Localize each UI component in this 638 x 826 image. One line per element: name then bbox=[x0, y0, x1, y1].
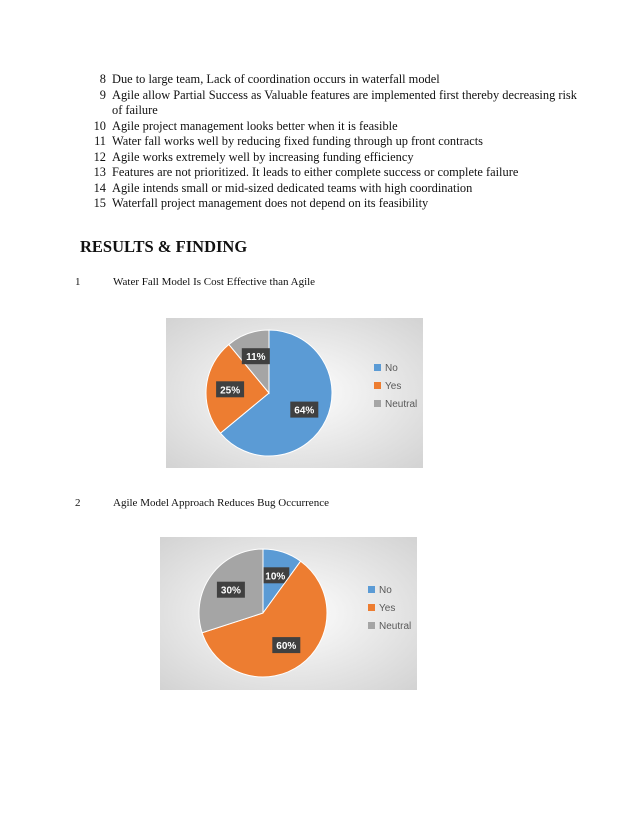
svg-text:No: No bbox=[379, 585, 392, 596]
list-item bbox=[80, 72, 580, 88]
section-heading: RESULTS & FINDING bbox=[80, 237, 248, 256]
svg-text:60%: 60% bbox=[276, 641, 297, 653]
data-label-yes bbox=[216, 381, 244, 397]
list-item-text: Features are not prioritized. It leads to either complete success or complete failure bbox=[112, 165, 519, 179]
list-item bbox=[80, 150, 580, 166]
list-item-text: Agile works extremely well by increasing funding efficiency bbox=[112, 149, 414, 164]
svg-text:No: No bbox=[385, 363, 398, 374]
list-item bbox=[80, 88, 580, 119]
list-item-number: 14 bbox=[93, 180, 106, 195]
question-text: Water Fall Model Is Cost Effective than Agile bbox=[113, 276, 316, 288]
list-item bbox=[80, 134, 580, 150]
svg-text:30%: 30% bbox=[220, 585, 241, 597]
data-label-neutral bbox=[242, 348, 270, 364]
list-item-text: Agile intends small or mid-sized dedicated teams with high coordination bbox=[112, 180, 473, 195]
list-item bbox=[80, 196, 580, 212]
data-label-yes bbox=[272, 637, 300, 653]
list-item-number: 12 bbox=[93, 149, 106, 164]
pie-chart-1 bbox=[166, 318, 423, 468]
pie-chart-svg bbox=[160, 537, 417, 690]
svg-text:Yes: Yes bbox=[385, 381, 402, 392]
question-number: 2 bbox=[75, 497, 81, 509]
list-item-number: 10 bbox=[93, 118, 106, 133]
question-text: Agile Model Approach Reduces Bug Occurrence bbox=[113, 497, 329, 509]
list-item bbox=[80, 119, 580, 135]
data-label-neutral bbox=[217, 582, 245, 598]
list-item-text: Water fall works well by reducing fixed funding through up front contracts bbox=[112, 134, 483, 148]
pie-chart-svg bbox=[166, 318, 423, 468]
pie-chart-2 bbox=[160, 537, 417, 690]
svg-text:10%: 10% bbox=[265, 571, 286, 583]
list-item bbox=[80, 165, 580, 181]
list-item-number: 8 bbox=[99, 72, 106, 86]
data-label-no bbox=[290, 402, 318, 418]
svg-text:Yes: Yes bbox=[379, 603, 396, 614]
question-2 bbox=[75, 497, 329, 509]
question-1 bbox=[75, 276, 315, 288]
svg-text:25%: 25% bbox=[220, 385, 241, 397]
svg-text:11%: 11% bbox=[246, 352, 266, 364]
question-number: 1 bbox=[75, 276, 81, 288]
svg-text:Neutral: Neutral bbox=[385, 399, 418, 410]
list-item-number: 15 bbox=[93, 196, 106, 210]
numbered-list bbox=[80, 72, 580, 212]
list-item-text: Due to large team, Lack of coordination occurs in waterfall model bbox=[112, 72, 440, 86]
list-item-number: 11 bbox=[94, 134, 106, 148]
svg-text:64%: 64% bbox=[294, 405, 315, 417]
list-item-number: 13 bbox=[93, 165, 106, 179]
list-item-text: Agile project management looks better when it is feasible bbox=[112, 118, 398, 133]
list-item-number: 9 bbox=[99, 87, 106, 102]
list-item-text: Agile allow Partial Success as Valuable features are implemented first thereby decreasing risk of failure bbox=[112, 87, 577, 117]
svg-text:Neutral: Neutral bbox=[379, 621, 412, 632]
list-item bbox=[80, 181, 580, 197]
list-item-text: Waterfall project management does not depend on its feasibility bbox=[112, 196, 429, 210]
data-label-no bbox=[261, 567, 289, 583]
